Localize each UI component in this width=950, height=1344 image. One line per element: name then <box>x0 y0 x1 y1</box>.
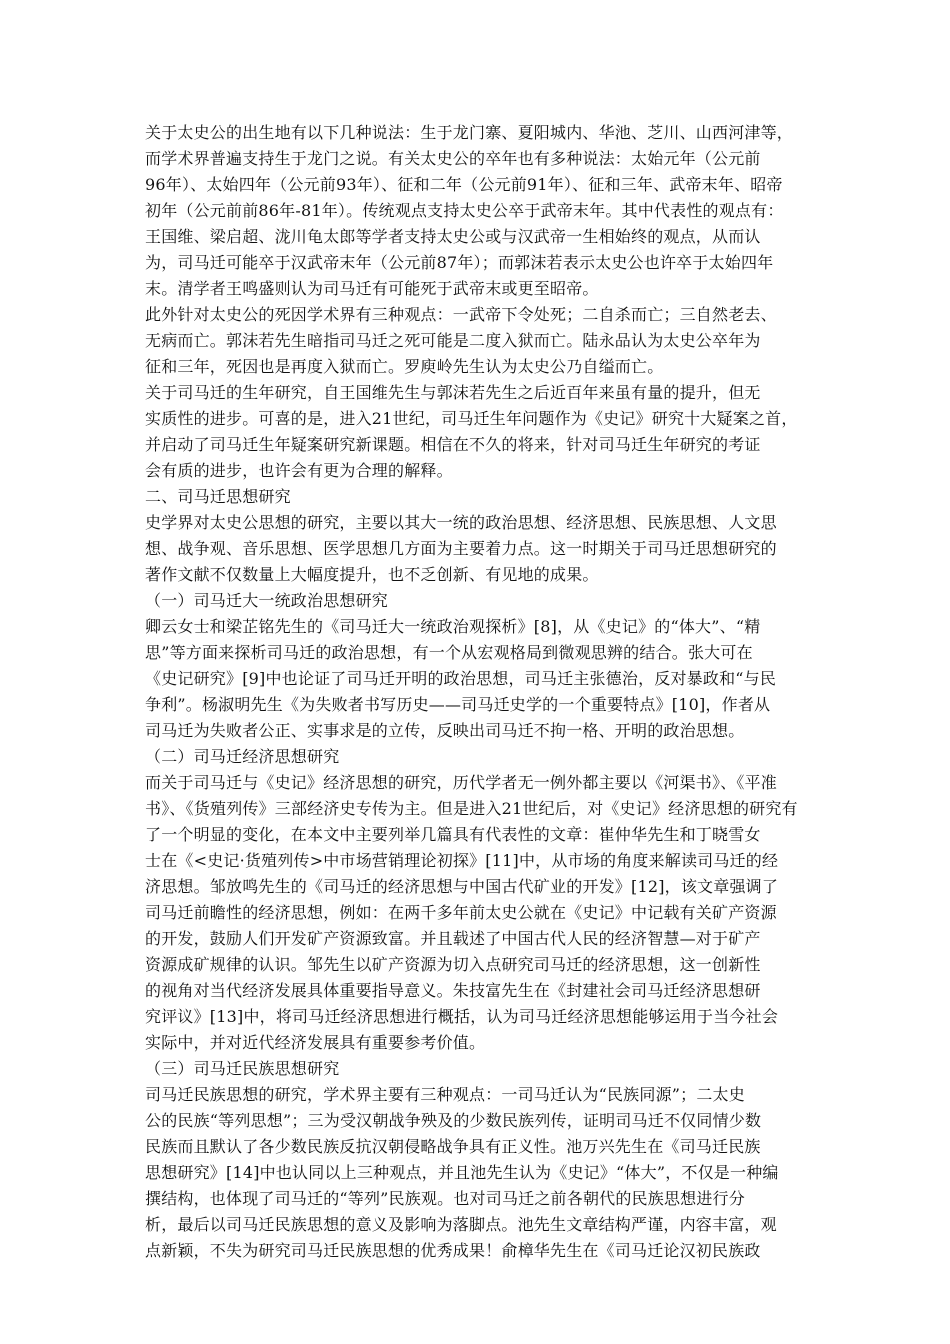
paragraph-line: 了一个明显的变化，在本文中主要列举几篇具有代表性的文章：崔仲华先生和丁晓雪女 <box>145 825 761 844</box>
paragraph-line: 关于司马迁的生年研究，自王国维先生与郭沫若先生之后近百年来虽有量的提升，但无 <box>145 383 761 402</box>
paragraph-line: 的开发，鼓励人们开发矿产资源致富。并且载述了中国古代人民的经济智慧—对于矿产 <box>145 929 761 948</box>
paragraph-line: 司马迁民族思想的研究，学术界主要有三种观点：一司马迁认为“民族同源”；二太史 <box>145 1085 745 1104</box>
paragraph-line: 想、战争观、音乐思想、医学思想几方面为主要着力点。这一时期关于司马迁思想研究的 <box>145 539 777 558</box>
paragraph-line: 究评议》[13]中，将司马迁经济思想进行概括，认为司马迁经济思想能够运用于当今社会 <box>145 1007 779 1026</box>
paragraph-line: 司马迁为失败者公正、实事求是的立传，反映出司马迁不拘一格、开明的政治思想。 <box>145 721 745 740</box>
paragraph-line: 征和三年，死因也是再度入狱而亡。罗庾岭先生认为太史公乃自缢而亡。 <box>145 357 664 376</box>
paragraph-line: 《史记研究》[9]中也论证了司马迁开明的政治思想，司马迁主张德治，反对暴政和“与民 <box>145 669 777 688</box>
paragraph-line: 无病而亡。郭沫若先生暗指司马迁之死可能是二度入狱而亡。陆永品认为太史公卒年为 <box>145 331 761 350</box>
paragraph-line: 的视角对当代经济发展具体重要指导意义。朱技富先生在《封建社会司马迁经济思想研 <box>145 981 761 1000</box>
section-heading: 二、司马迁思想研究 <box>145 487 291 506</box>
paragraph-line: 思”等方面来探析司马迁的政治思想，有一个从宏观格局到微观思辨的结合。张大可在 <box>145 643 753 662</box>
paragraph-line: 实质性的进步。可喜的是，进入21世纪，司马迁生年问题作为《史记》研究十大疑案之首， <box>145 409 798 428</box>
paragraph-line: 96年）、太始四年（公元前93年）、征和二年（公元前91年）、征和三年、武帝末年、昭帝 <box>145 175 783 194</box>
paragraph-line: 思想研究》[14]中也认同以上三种观点，并且池先生认为《史记》“体大”，不仅是一种编 <box>145 1163 779 1182</box>
paragraph-line: 卿云女士和梁芷铭先生的《司马迁大一统政治观探析》[8]，从《史记》的“体大”、“精 <box>145 617 761 636</box>
body-paragraph <box>145 120 817 302</box>
paragraph-line: 民族而且默认了各少数民族反抗汉朝侵略战争具有正义性。池万兴先生在《司马迁民族 <box>145 1137 761 1156</box>
paragraph-line: 析，最后以司马迁民族思想的意义及影响为落脚点。池先生文章结构严谨，内容丰富，观 <box>145 1215 777 1234</box>
section-heading: （三）司马迁民族思想研究 <box>145 1059 340 1078</box>
paragraph-line: 济思想。邹放鸣先生的《司马迁的经济思想与中国古代矿业的开发》[12]，该文章强调了 <box>145 877 779 896</box>
body-paragraph <box>145 380 817 484</box>
body-paragraph <box>145 614 817 744</box>
paragraph-line: 公的民族“等列思想”；三为受汉朝战争殃及的少数民族列传，证明司马迁不仅同情少数 <box>145 1111 762 1130</box>
paragraph-line: 此外针对太史公的死因学术界有三种观点：一武帝下令处死；二自杀而亡；三自然老去、 <box>145 305 777 324</box>
paragraph-line: 并启动了司马迁生年疑案研究新课题。相信在不久的将来，针对司马迁生年研究的考证 <box>145 435 761 454</box>
paragraph-line: 为，司马迁可能卒于汉武帝末年（公元前87年）；而郭沫若表示太史公也许卒于太始四年 <box>145 253 774 272</box>
section-heading: （二）司马迁经济思想研究 <box>145 747 340 766</box>
document-page <box>145 120 817 1264</box>
paragraph-line: 点新颖，不失为研究司马迁民族思想的优秀成果！俞樟华先生在《司马迁论汉初民族政 <box>145 1241 761 1260</box>
paragraph-line: 撰结构，也体现了司马迁的“等列”民族观。也对司马迁之前各朝代的民族思想进行分 <box>145 1189 745 1208</box>
paragraph-line: 史学界对太史公思想的研究，主要以其大一统的政治思想、经济思想、民族思想、人文思 <box>145 513 777 532</box>
paragraph-line: 末。清学者王鸣盛则认为司马迁有可能死于武帝末或更至昭帝。 <box>145 279 599 298</box>
paragraph-line: 士在《<史记·货殖列传>中市场营销理论初探》[11]中，从市场的角度来解读司马迁的经 <box>145 851 779 870</box>
section-heading: （一）司马迁大一统政治思想研究 <box>145 591 389 610</box>
body-paragraph <box>145 770 817 1056</box>
paragraph-line: 争利”。杨淑明先生《为失败者书写历史——司马迁史学的一个重要特点》[10]，作者从 <box>145 695 771 714</box>
body-paragraph <box>145 302 817 380</box>
paragraph-line: 初年（公元前前86年-81年）。传统观点支持太史公卒于武帝末年。其中代表性的观点有： <box>145 201 784 220</box>
paragraph-line: 著作文献不仅数量上大幅度提升，也不乏创新、有见地的成果。 <box>145 565 599 584</box>
paragraph-line: 关于太史公的出生地有以下几种说法：生于龙门寨、夏阳城内、华池、芝川、山西河津等， <box>145 123 794 142</box>
body-paragraph <box>145 1082 817 1264</box>
paragraph-line: 而学术界普遍支持生于龙门之说。有关太史公的卒年也有多种说法：太始元年（公元前 <box>145 149 761 168</box>
paragraph-line: 王国维、梁启超、泷川龟太郎等学者支持太史公或与汉武帝一生相始终的观点，从而认 <box>145 227 761 246</box>
paragraph-line: 会有质的进步，也许会有更为合理的解释。 <box>145 461 453 480</box>
paragraph-line: 书》、《货殖列传》三部经济史专传为主。但是进入21世纪后，对《史记》经济思想的研究有 <box>145 799 798 818</box>
paragraph-line: 资源成矿规律的认识。邹先生以矿产资源为切入点研究司马迁的经济思想，这一创新性 <box>145 955 761 974</box>
paragraph-line: 而关于司马迁与《史记》经济思想的研究，历代学者无一例外都主要以《河渠书》、《平准 <box>145 773 778 792</box>
body-paragraph <box>145 510 817 588</box>
paragraph-line: 实际中，并对近代经济发展具有重要参考价值。 <box>145 1033 486 1052</box>
paragraph-line: 司马迁前瞻性的经济思想，例如：在两千多年前太史公就在《史记》中记载有关矿产资源 <box>145 903 777 922</box>
